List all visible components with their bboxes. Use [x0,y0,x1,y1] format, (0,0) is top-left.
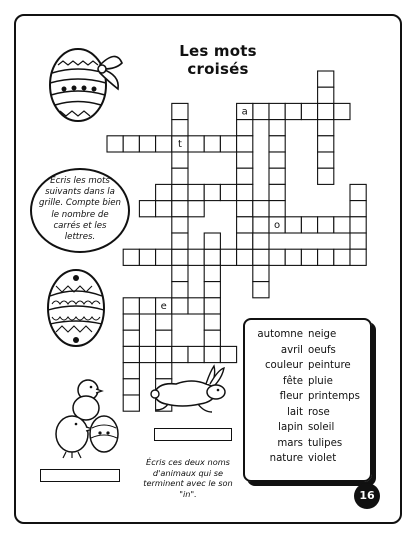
crossword-cell[interactable] [269,152,285,168]
crossword-cell[interactable] [350,217,366,233]
word-item: fleur [279,391,303,402]
crossword-cell[interactable] [237,152,253,168]
crossword-cell[interactable] [269,136,285,152]
word-item: nature [269,453,303,464]
word-list-right [308,327,372,467]
word-item: peinture [308,360,351,371]
crossword-cell[interactable] [172,201,188,217]
crossword-given-letter: o [274,220,281,232]
crossword-cell[interactable] [253,265,269,281]
crossword-cell[interactable] [220,249,236,265]
crossword-cell[interactable] [172,298,188,314]
crossword-cell[interactable] [334,103,350,119]
rabbit-icon [148,364,230,416]
crossword-cell[interactable] [188,346,204,362]
crossword-cell[interactable] [334,249,350,265]
crossword-cell[interactable] [237,233,253,249]
crossword-cell[interactable] [123,136,139,152]
crossword-cell[interactable] [253,217,269,233]
crossword-cell[interactable] [237,217,253,233]
crossword-cell[interactable] [253,233,269,249]
crossword-cell[interactable] [237,120,253,136]
crossword-cell[interactable] [204,136,220,152]
crossword-cell[interactable] [188,201,204,217]
crossword-cell[interactable] [301,249,317,265]
crossword-cell[interactable] [156,330,172,346]
word-item: printemps [308,391,360,402]
crossword-cell[interactable] [172,168,188,184]
word-item: avril [280,344,303,356]
word-list-left [247,327,303,467]
crossword-cell[interactable] [172,120,188,136]
crossword-cell[interactable] [301,103,317,119]
animals-instruction: Écris ces deux noms d'animaux qui se terminent avec le son "in". [143,457,233,499]
crossword-cell[interactable] [172,184,188,200]
crossword-cell[interactable] [350,233,366,249]
crossword-cell[interactable] [237,249,253,265]
crossword-cell[interactable] [107,136,123,152]
crossword-cell[interactable] [253,103,269,119]
word-item: violet [308,453,337,464]
crossword-cell[interactable] [156,249,172,265]
word-item: mars [277,437,303,449]
answer-box-rabbit[interactable] [154,428,232,441]
word-item: fête [282,375,303,387]
crossword-cell[interactable] [172,249,188,265]
crossword-cell[interactable] [204,184,220,200]
crossword-cell[interactable] [318,168,334,184]
answer-box-chick[interactable] [40,469,120,482]
crossword-cell[interactable] [188,249,204,265]
crossword-cell[interactable] [237,184,253,200]
crossword-cell[interactable] [172,265,188,281]
crossword-cell[interactable] [204,330,220,346]
crossword-cell[interactable] [220,184,236,200]
crossword-cell[interactable] [318,136,334,152]
crossword-cell[interactable] [139,136,155,152]
crossword-cell[interactable] [204,249,220,265]
crossword-cell[interactable] [285,103,301,119]
chicks-icon [50,372,126,462]
crossword-cell[interactable] [139,298,155,314]
crossword-cell[interactable] [204,314,220,330]
word-item: lait [287,406,303,418]
crossword-cell[interactable] [350,249,366,265]
crossword-cell[interactable] [172,346,188,362]
crossword-given-letter: t [177,139,182,151]
crossword-cell[interactable] [285,217,301,233]
crossword-cell[interactable] [350,184,366,200]
crossword-cell[interactable] [139,201,155,217]
page-number: 16 [354,483,380,509]
crossword-cell[interactable] [188,136,204,152]
word-item: oeufs [308,344,336,356]
crossword-cell[interactable] [253,282,269,298]
crossword-cell[interactable] [172,152,188,168]
crossword-cell[interactable] [269,120,285,136]
crossword-cell[interactable] [156,136,172,152]
crossword-cell[interactable] [204,233,220,249]
crossword-cell[interactable] [253,201,269,217]
word-item: couleur [264,360,303,371]
crossword-cell[interactable] [123,314,139,330]
crossword-cell[interactable] [318,71,334,87]
word-item: pluie [308,375,333,387]
crossword-cell[interactable] [269,249,285,265]
crossword-cell[interactable] [220,136,236,152]
crossword-given-letter: a [241,106,248,118]
crossword-cell[interactable] [156,201,172,217]
crossword-cell[interactable] [156,346,172,362]
crossword-cell[interactable] [269,103,285,119]
crossword-cell[interactable] [350,201,366,217]
crossword-cell[interactable] [123,298,139,314]
crossword-cell[interactable] [269,184,285,200]
crossword-cell[interactable] [237,168,253,184]
crossword-cell[interactable] [139,249,155,265]
word-item: tulipes [308,437,343,449]
crossword-cell[interactable] [285,249,301,265]
crossword-cell[interactable] [188,298,204,314]
word-item: automne [257,329,303,340]
crossword-cell[interactable] [318,217,334,233]
crossword-given-letter: e [160,301,167,313]
crossword-cell[interactable] [204,282,220,298]
crossword-cell[interactable] [237,136,253,152]
crossword-cell[interactable] [172,103,188,119]
word-item: rose [308,406,330,418]
crossword-cell[interactable] [220,346,236,362]
crossword-cell[interactable] [253,249,269,265]
page-title: Les mots croisés [179,42,257,78]
crossword-cell[interactable] [269,201,285,217]
crossword-cell[interactable] [301,217,317,233]
crossword-cell[interactable] [318,120,334,136]
crossword-cell[interactable] [188,184,204,200]
crossword-cell[interactable] [139,346,155,362]
crossword-cell[interactable] [318,249,334,265]
crossword-cell[interactable] [318,87,334,103]
crossword-cell[interactable] [172,217,188,233]
crossword-cell[interactable] [204,346,220,362]
crossword-cell[interactable] [123,249,139,265]
crossword-cell[interactable] [204,265,220,281]
crossword-cell[interactable] [156,184,172,200]
word-item: neige [308,329,337,340]
word-item: soleil [308,422,335,433]
word-item: lapin [278,422,303,433]
crossword-cell[interactable] [237,201,253,217]
crossword-cell[interactable] [123,346,139,362]
crossword-cell[interactable] [156,314,172,330]
crossword-cell[interactable] [172,233,188,249]
crossword-cell[interactable] [172,282,188,298]
crossword-cell[interactable] [334,217,350,233]
crossword-cell[interactable] [318,103,334,119]
crossword-cell[interactable] [269,168,285,184]
instruction-bubble-text: Écris les mots suivants dans la grille. Compte bien le nombre de carrés et les lettres. [39,176,121,243]
crossword-cell[interactable] [204,298,220,314]
crossword-cell[interactable] [123,330,139,346]
crossword-cell[interactable] [318,152,334,168]
